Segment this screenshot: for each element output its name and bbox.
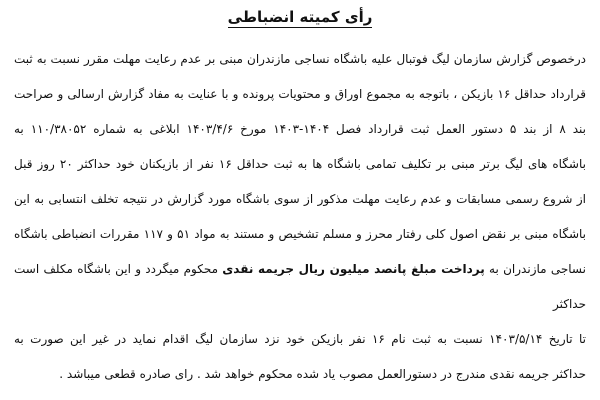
paragraph-line: باشگاه مبنی بر نقض اصول کلی رفتار محرز و مسلم تشخیص و مستند به مواد ۵۱ و ۱۱۷ مقررات انضباطی باشگاه bbox=[14, 227, 586, 241]
document-title bbox=[14, 4, 586, 30]
paragraph-line: بند ۸ از بند ۵ دستور العمل ثبت قرارداد فصل ۱۴۰۴-۱۴۰۳ مورخ ۱۴۰۳/۴/۶ ابلاغی به شماره ۱۱۰/۳۸۰۵۲ به bbox=[14, 122, 587, 136]
paragraph-line-last: حداکثر جریمه نقدی مندرج در دستورالعمل مصوب یاد شده محکوم خواهد شد . رای صادره قطعی میباشد . bbox=[59, 367, 586, 381]
verdict-text-after: محکوم میگردد و این باشگاه مکلف است حداکثر bbox=[14, 262, 586, 311]
paragraph-line: از شروع رسمی مسابقات و عدم رعایت مهلت مذکور از سوی باشگاه مورد گزارش در نتیجه تخلف انتسابی به این bbox=[14, 192, 586, 206]
title-text: رأی کمیته انضباطی bbox=[227, 8, 373, 26]
verdict-fine-bold: پرداخت مبلغ پانصد میلیون ریال جریمه نقدی bbox=[222, 262, 485, 276]
paragraph-line: باشگاه های لیگ برتر مبنی بر تکلیف تمامی باشگاه ها به ثبت حداقل ۱۶ نفر از بازیکنان خود حداکثر ۲۰ روز قبل bbox=[14, 157, 586, 171]
paragraph-line: قرارداد حداقل ۱۶ بازیکن ، باتوجه به مجموع اوراق و محتویات پرونده و با عنایت به مفاد گزارش ارسالی و صراحت bbox=[14, 87, 587, 101]
paragraph-line-verdict bbox=[14, 252, 586, 322]
paragraph-line: تا تاریخ ۱۴۰۳/۵/۱۴ نسبت به ثبت نام ۱۶ نفر بازیکن خود نزد سازمان لیگ اقدام نماید در غیر این صورت به bbox=[14, 332, 586, 346]
paragraph-line: درخصوص گزارش سازمان لیگ فوتبال علیه باشگاه نساجی مازندران مبنی بر عدم رعایت مهلت مقرر نسبت به ثبت bbox=[14, 52, 586, 66]
verdict-text-before: نساجی مازندران به bbox=[489, 262, 586, 276]
